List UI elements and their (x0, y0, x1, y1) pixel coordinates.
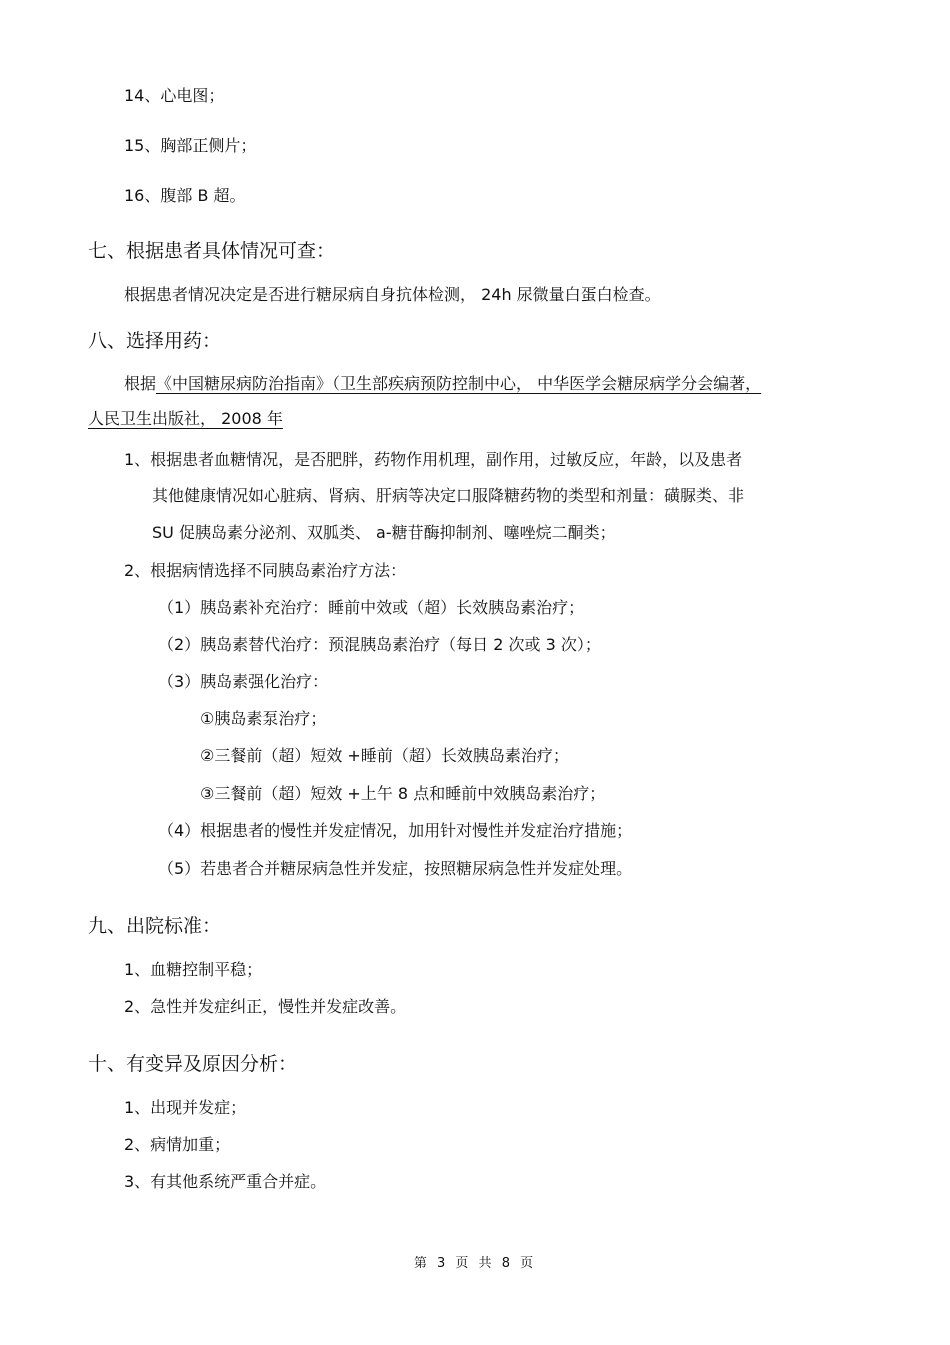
reference-title: 《中国糖尿病防治指南》（卫生部疾病预防控制中心， 中华医学会糖尿病学分会编著， (156, 374, 762, 393)
variation-item3: 3、有其他系统严重合并症。 (124, 1172, 327, 1191)
variation-item2: 2、病情加重； (124, 1135, 231, 1154)
exam-item-14: 14、心电图； (124, 86, 225, 105)
insulin-sub3-item3: ③三餐前（超）短效 +上午 8 点和睡前中效胰岛素治疗； (200, 784, 606, 803)
med-item1-line3: SU 促胰岛素分泌剂、双胍类、 a-糖苷酶抑制剂、噻唑烷二酮类； (152, 523, 616, 542)
section10-heading: 十、有变异及原因分析： (88, 1053, 298, 1075)
med-item2: 2、根据病情选择不同胰岛素治疗方法： (124, 561, 407, 580)
section9-heading: 九、出院标准： (88, 915, 222, 937)
insulin-sub2: （2）胰岛素替代治疗：预混胰岛素治疗（每日 2 次或 3 次）； (158, 635, 601, 654)
insulin-sub4: （4）根据患者的慢性并发症情况，加用针对慢性并发症治疗措施； (158, 821, 633, 840)
med-item1-line2: 其他健康情况如心脏病、肾病、肝病等决定口服降糖药物的类型和剂量：磺脲类、非 (152, 486, 745, 505)
variation-item1: 1、出现并发症； (124, 1098, 247, 1117)
discharge-item2: 2、急性并发症纠正，慢性并发症改善。 (124, 997, 407, 1016)
reference-prefix: 根据 (124, 374, 157, 393)
insulin-sub3-item2: ②三餐前（超）短效 +睡前（超）长效胰岛素治疗； (200, 746, 569, 765)
section7-heading: 七、根据患者具体情况可查： (88, 240, 336, 262)
section8-reference-line2: 人民卫生出版社， 2008 年 (88, 409, 283, 428)
exam-item-16: 16、腹部 B 超。 (124, 186, 246, 205)
insulin-sub3-item1: ①胰岛素泵治疗； (200, 709, 327, 728)
section8-heading: 八、选择用药： (88, 330, 222, 352)
med-item1-line1: 1、根据患者血糖情况，是否肥胖，药物作用机理，副作用，过敏反应，年龄，以及患者 (124, 450, 743, 469)
insulin-sub1: （1）胰岛素补充治疗：睡前中效或（超）长效胰岛素治疗； (158, 598, 585, 617)
discharge-item1: 1、血糖控制平稳； (124, 960, 263, 979)
page-footer: 第 3 页 共 8 页 (413, 1256, 537, 1271)
exam-item-15: 15、胸部正侧片； (124, 136, 257, 155)
section8-reference-line1 (124, 373, 761, 395)
section7-text: 根据患者情况决定是否进行糖尿病自身抗体检测， 24h 尿微量白蛋白检查。 (124, 285, 661, 304)
insulin-sub3: （3）胰岛素强化治疗： (158, 672, 329, 691)
insulin-sub5: （5）若患者合并糖尿病急性并发症，按照糖尿病急性并发症处理。 (158, 859, 633, 878)
